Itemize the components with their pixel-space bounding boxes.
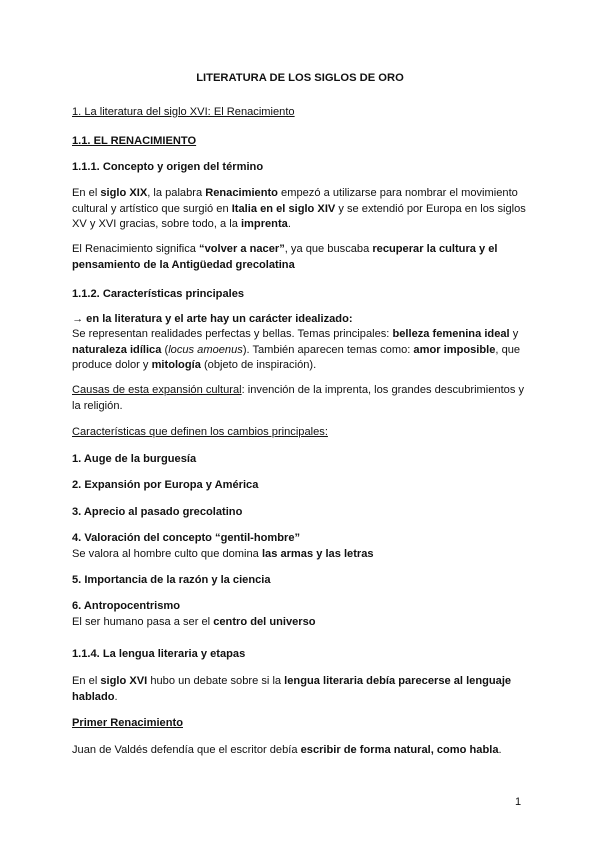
heading-lengua: 1.1.4. La lengua literaria y etapas <box>72 648 246 660</box>
bold-run: siglo XVI <box>100 675 148 687</box>
causas-text: : invención de la imprenta, los grandes descubrimientos y la religión. <box>72 384 525 412</box>
list-item: 1. Auge de la burguesía <box>72 453 197 465</box>
list-item-title: 6. Antropocentrismo <box>72 600 181 612</box>
text-run: En el <box>72 675 101 687</box>
heading-caracteristicas: 1.1.2. Características principales <box>72 288 245 300</box>
text-run: y se extendió por Europa en los siglos XV y XVI gracias, sobre todo, a la <box>72 202 526 230</box>
text-run: (objeto de inspiración). <box>200 359 317 371</box>
text-run: En el <box>72 187 101 199</box>
text-run: Juan de Valdés defendía que el escritor debía <box>72 744 301 756</box>
text-run: El ser humano pasa a ser el <box>72 615 214 628</box>
bold-run: mitología <box>151 359 201 371</box>
list-item: 3. Aprecio al pasado grecolatino <box>72 506 243 518</box>
arrow-heading: → en la literatura y el arte hay un carácter idealizado: <box>72 313 353 325</box>
paragraph-temas <box>72 327 532 374</box>
page-number: 1 <box>515 796 522 808</box>
text-run: ). También aparecen temas como: <box>242 343 414 356</box>
text-run: . <box>287 218 291 230</box>
list-item: 2. Expansión por Europa y América <box>72 479 259 491</box>
bold-run: recuperar la cultura y el pensamiento de la Antigüedad grecolatina <box>72 243 498 271</box>
text-run: , la palabra <box>147 187 206 199</box>
list-item: 5. Importancia de la razón y la ciencia <box>72 574 271 586</box>
paragraph-debate <box>72 674 532 705</box>
text-run: Se representan realidades perfectas y bellas. Temas principales: <box>72 328 393 340</box>
bold-run: belleza femenina ideal <box>392 328 510 340</box>
list-item-title: 4. Valoración del concepto “gentil-hombre” <box>72 532 301 544</box>
text-run: hubo un debate sobre si la <box>147 675 285 687</box>
italic-run: locus amoenus <box>168 343 243 356</box>
text-run: , ya que buscaba <box>284 243 373 255</box>
text-run: ( <box>161 343 169 356</box>
bold-run: “volver a nacer” <box>199 243 285 255</box>
text-run: . <box>114 690 118 703</box>
bold-run: amor imposible <box>413 343 496 356</box>
bold-run: lengua literaria debía parecerse al lenguaje hablado <box>72 675 512 703</box>
text-run: , que produce dolor y <box>72 343 521 371</box>
causas-label: Causas de esta expansión cultural <box>72 384 242 396</box>
text-run: empezó a utilizarse para nombrar el movimiento cultural y artístico que surgió en <box>72 187 518 215</box>
cambios-label: Características que definen los cambios principales: <box>72 426 328 438</box>
bold-run: imprenta <box>240 218 288 230</box>
bold-run: naturaleza idílica <box>72 343 162 356</box>
bold-run: las armas y las letras <box>261 547 374 560</box>
heading-renacimiento: 1.1. EL RENACIMIENTO <box>72 135 197 147</box>
document-title: LITERATURA DE LOS SIGLOS DE ORO <box>196 72 404 84</box>
bold-run: escribir de forma natural, como habla <box>300 744 499 756</box>
list-item-gentil-hombre <box>72 531 532 562</box>
text-run: . <box>498 744 502 756</box>
text-run: y <box>509 328 519 340</box>
section-reference: 1. La literatura del siglo XVI: El Renacimiento <box>72 106 295 118</box>
text-run: El Renacimiento significa <box>72 243 200 255</box>
bold-run: centro del universo <box>213 615 316 628</box>
bold-run: Italia en el siglo XIV <box>231 202 336 215</box>
text-run: Se valora al hombre culto que domina <box>72 547 262 560</box>
paragraph-valdes <box>72 743 532 759</box>
paragraph-causas <box>72 383 532 414</box>
paragraph-significado <box>72 242 532 273</box>
heading-primer-renacimiento: Primer Renacimiento <box>72 717 183 729</box>
bold-run: siglo XIX <box>100 187 148 199</box>
bold-run: Renacimiento <box>205 187 278 199</box>
heading-concepto: 1.1.1. Concepto y origen del término <box>72 161 264 173</box>
paragraph-origen <box>72 186 532 233</box>
list-item-antropocentrismo <box>72 599 532 630</box>
